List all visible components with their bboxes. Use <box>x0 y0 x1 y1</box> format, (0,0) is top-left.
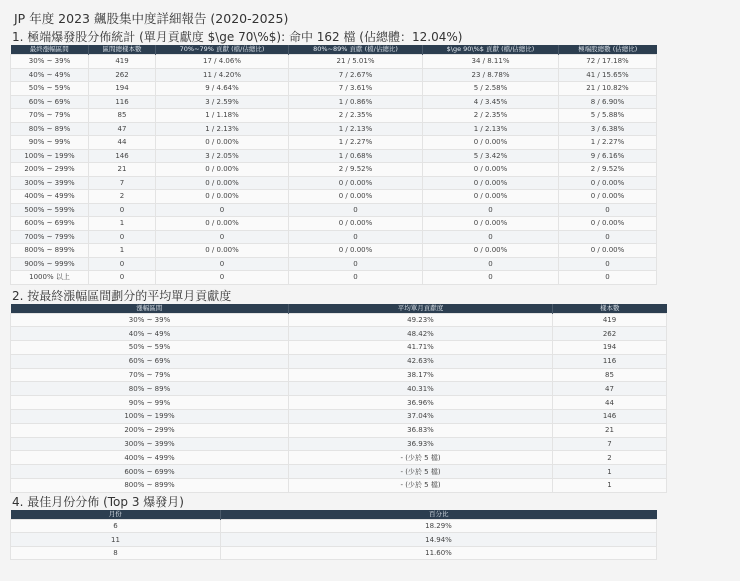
table-cell: 1 / 2.13% <box>156 122 289 136</box>
table-cell: 70% ~ 79% <box>11 368 289 382</box>
table-row <box>11 368 667 382</box>
table-cell: 40% ~ 49% <box>11 68 89 82</box>
table-cell: 5 / 2.58% <box>423 82 559 96</box>
table-cell: 200% ~ 299% <box>11 423 289 437</box>
table-cell: 21 / 5.01% <box>289 55 423 69</box>
table-cell: 21 <box>553 423 667 437</box>
table-cell: 1 / 2.27% <box>559 136 657 150</box>
table-cell: 300% ~ 399% <box>11 437 289 451</box>
table-cell: 116 <box>553 354 667 368</box>
table-row <box>11 109 657 123</box>
column-header: 70%~79% 貢獻 (檔/佔總比) <box>156 45 289 55</box>
table-row <box>11 55 657 69</box>
table-cell: 800% ~ 899% <box>11 244 89 258</box>
table-row <box>11 479 667 493</box>
table-header-row <box>11 45 657 55</box>
table-row <box>11 313 667 327</box>
table-cell: 1 / 2.13% <box>289 122 423 136</box>
table-cell: 85 <box>553 368 667 382</box>
table-header-row <box>11 304 667 314</box>
table-cell: 0 / 0.00% <box>559 190 657 204</box>
table-cell: 1 / 0.68% <box>289 149 423 163</box>
table-cell: 0 / 0.00% <box>423 190 559 204</box>
table-cell: 0 / 0.00% <box>289 244 423 258</box>
table-cell: 0 / 0.00% <box>156 190 289 204</box>
table-row <box>11 217 657 231</box>
table-cell: 600% ~ 699% <box>11 217 89 231</box>
section1-title: 1. 極端爆發股分佈統計 (單月貢獻度 $\ge 70\%$): 命中 162 檔 (佔總體：12.04%) <box>12 30 463 44</box>
table-cell: 200% ~ 299% <box>11 163 89 177</box>
table-cell: 146 <box>89 149 156 163</box>
table-cell: 0 / 0.00% <box>289 217 423 231</box>
table-cell: 37.04% <box>289 410 553 424</box>
table-cell: 23 / 8.78% <box>423 68 559 82</box>
table-cell: 1 <box>553 465 667 479</box>
table-row <box>11 203 657 217</box>
table-row <box>11 244 657 258</box>
table-cell: 0 / 0.00% <box>423 217 559 231</box>
table-row <box>11 341 667 355</box>
table-cell: 40.31% <box>289 382 553 396</box>
table-cell: 50% ~ 59% <box>11 341 289 355</box>
table-row <box>11 257 657 271</box>
table-cell: 30% ~ 39% <box>11 313 289 327</box>
table-cell: 70% ~ 79% <box>11 109 89 123</box>
table-cell: 90% ~ 99% <box>11 136 89 150</box>
table-cell: 11 <box>11 533 221 547</box>
table-cell: 0 <box>423 257 559 271</box>
table-cell: 5 / 3.42% <box>423 149 559 163</box>
table-cell: 49.23% <box>289 313 553 327</box>
column-header: 漲幅區間 <box>11 304 289 314</box>
table-cell: 300% ~ 399% <box>11 176 89 190</box>
table-cell: 1 / 2.13% <box>423 122 559 136</box>
table-cell: 2 / 2.35% <box>289 109 423 123</box>
table-cell: 0 <box>89 257 156 271</box>
table-cell: 50% ~ 59% <box>11 82 89 96</box>
column-header: 百分比 <box>221 510 657 520</box>
table-cell: 900% ~ 999% <box>11 257 89 271</box>
extreme-distribution-table <box>10 45 657 285</box>
table-cell: 0 / 0.00% <box>156 176 289 190</box>
table-cell: 90% ~ 99% <box>11 396 289 410</box>
table-cell: 48.42% <box>289 327 553 341</box>
table-row <box>11 451 667 465</box>
table-cell: 2 <box>89 190 156 204</box>
table-row <box>11 465 667 479</box>
column-header: 月份 <box>11 510 221 520</box>
table-cell: 7 / 3.61% <box>289 82 423 96</box>
table-cell: 116 <box>89 95 156 109</box>
table-cell: - (少於 5 檔) <box>289 479 553 493</box>
table-cell: 262 <box>89 68 156 82</box>
table-cell: 9 / 6.16% <box>559 149 657 163</box>
table-row <box>11 176 657 190</box>
table-cell: 1 <box>553 479 667 493</box>
table-cell: 194 <box>89 82 156 96</box>
table-cell: 3 / 2.59% <box>156 95 289 109</box>
table-row <box>11 382 667 396</box>
table-cell: 600% ~ 699% <box>11 465 289 479</box>
table-row <box>11 190 657 204</box>
table-cell: 262 <box>553 327 667 341</box>
table-row <box>11 122 657 136</box>
section2-title: 2. 按最終漲幅區間劃分的平均單月貢獻度 <box>12 288 232 303</box>
table-cell: 42.63% <box>289 354 553 368</box>
table-cell: 1 / 0.86% <box>289 95 423 109</box>
table-cell: 60% ~ 69% <box>11 95 89 109</box>
table-cell: 36.96% <box>289 396 553 410</box>
table-row <box>11 95 657 109</box>
table-cell: 0 <box>156 230 289 244</box>
table-cell: 0 <box>289 230 423 244</box>
table-cell: 0 <box>559 271 657 285</box>
table-cell: 1 / 1.18% <box>156 109 289 123</box>
table-cell: 0 <box>559 203 657 217</box>
table-row <box>11 396 667 410</box>
table-cell: 0 <box>156 257 289 271</box>
table-cell: 47 <box>89 122 156 136</box>
table-cell: 100% ~ 199% <box>11 149 89 163</box>
column-header: 極端股總數 (佔總比) <box>559 45 657 55</box>
table-cell: 700% ~ 799% <box>11 230 89 244</box>
table-cell: 9 / 4.64% <box>156 82 289 96</box>
table-cell: 0 <box>423 271 559 285</box>
table-cell: 0 / 0.00% <box>559 244 657 258</box>
table-row <box>11 546 657 560</box>
table-cell: 2 / 9.52% <box>289 163 423 177</box>
column-header: 樣本數 <box>553 304 667 314</box>
table-cell: 0 / 0.00% <box>289 176 423 190</box>
table-cell: 11 / 4.20% <box>156 68 289 82</box>
table-cell: 0 <box>423 230 559 244</box>
avg-contribution-table <box>10 304 667 493</box>
table-cell: 400% ~ 499% <box>11 451 289 465</box>
table-cell: 1 / 2.27% <box>289 136 423 150</box>
best-month-table <box>10 510 657 561</box>
table-cell: 0 <box>423 203 559 217</box>
table-cell: 85 <box>89 109 156 123</box>
table-row <box>11 533 657 547</box>
table-cell: 18.29% <box>221 519 657 533</box>
table-cell: 0 / 0.00% <box>156 136 289 150</box>
table-cell: 14.94% <box>221 533 657 547</box>
table-cell: 800% ~ 899% <box>11 479 289 493</box>
table-cell: 44 <box>553 396 667 410</box>
table-cell: 11.60% <box>221 546 657 560</box>
table-cell: 80% ~ 89% <box>11 382 289 396</box>
table-cell: 0 <box>156 271 289 285</box>
table-cell: 0 / 0.00% <box>289 190 423 204</box>
table-cell: 0 / 0.00% <box>559 176 657 190</box>
table-cell: 1 <box>89 217 156 231</box>
column-header: 平均單月貢獻度 <box>289 304 553 314</box>
table-cell: 400% ~ 499% <box>11 190 89 204</box>
table-cell: 6 <box>11 519 221 533</box>
table-header-row <box>11 510 657 520</box>
table-cell: 419 <box>89 55 156 69</box>
table-cell: 80% ~ 89% <box>11 122 89 136</box>
column-header: 80%~89% 貢獻 (檔/佔總比) <box>289 45 423 55</box>
table-cell: 2 <box>553 451 667 465</box>
table-row <box>11 354 667 368</box>
table-cell: 60% ~ 69% <box>11 354 289 368</box>
table-row <box>11 519 657 533</box>
column-header: 最終漲幅區間 <box>11 45 89 55</box>
table-cell: 0 / 0.00% <box>423 163 559 177</box>
table-cell: 0 / 0.00% <box>559 217 657 231</box>
table-cell: 0 <box>289 203 423 217</box>
table-cell: 72 / 17.18% <box>559 55 657 69</box>
table-cell: 1000% 以上 <box>11 271 89 285</box>
table-cell: 38.17% <box>289 368 553 382</box>
table-cell: 0 / 0.00% <box>156 217 289 231</box>
table-cell: 0 <box>156 203 289 217</box>
table-row <box>11 410 667 424</box>
table-cell: 0 <box>559 230 657 244</box>
table-cell: 0 <box>289 271 423 285</box>
table-cell: 36.93% <box>289 437 553 451</box>
table-cell: 0 / 0.00% <box>156 244 289 258</box>
table-cell: 419 <box>553 313 667 327</box>
column-header: $\ge 90\%$ 貢獻 (檔/佔總比) <box>423 45 559 55</box>
table-row <box>11 68 657 82</box>
table-row <box>11 163 657 177</box>
table-cell: 40% ~ 49% <box>11 327 289 341</box>
table-cell: 8 / 6.90% <box>559 95 657 109</box>
table-cell: 500% ~ 599% <box>11 203 89 217</box>
table-cell: 3 / 2.05% <box>156 149 289 163</box>
table-cell: 0 / 0.00% <box>423 176 559 190</box>
table-cell: 0 <box>559 257 657 271</box>
table-cell: 0 / 0.00% <box>156 163 289 177</box>
section4-title: 4. 最佳月份分佈 (Top 3 爆發月) <box>12 494 184 509</box>
table-cell: 0 <box>89 271 156 285</box>
table-row <box>11 437 667 451</box>
table-cell: 41 / 15.65% <box>559 68 657 82</box>
table-row <box>11 271 657 285</box>
table-cell: 0 / 0.00% <box>423 136 559 150</box>
table-cell: 17 / 4.06% <box>156 55 289 69</box>
table-row <box>11 230 657 244</box>
table-row <box>11 82 657 96</box>
table-cell: 100% ~ 199% <box>11 410 289 424</box>
table-cell: 7 <box>553 437 667 451</box>
table-row <box>11 423 667 437</box>
table-cell: 4 / 3.45% <box>423 95 559 109</box>
table-cell: 30% ~ 39% <box>11 55 89 69</box>
table-cell: 0 / 0.00% <box>423 244 559 258</box>
table-cell: 36.83% <box>289 423 553 437</box>
column-header: 區間總樣本數 <box>89 45 156 55</box>
table-cell: 194 <box>553 341 667 355</box>
table-cell: 21 <box>89 163 156 177</box>
table-cell: - (少於 5 檔) <box>289 465 553 479</box>
table-cell: 5 / 5.88% <box>559 109 657 123</box>
table-cell: 0 <box>89 203 156 217</box>
table-cell: 44 <box>89 136 156 150</box>
table-cell: 1 <box>89 244 156 258</box>
table-cell: 41.71% <box>289 341 553 355</box>
table-row <box>11 149 657 163</box>
report-title: JP 年度 2023 飆股集中度詳細報告 (2020-2025) <box>14 11 289 26</box>
table-cell: 47 <box>553 382 667 396</box>
table-row <box>11 136 657 150</box>
table-cell: 2 / 9.52% <box>559 163 657 177</box>
table-cell: 8 <box>11 546 221 560</box>
table-cell: 0 <box>289 257 423 271</box>
table-cell: 7 / 2.67% <box>289 68 423 82</box>
table-row <box>11 327 667 341</box>
table-cell: 3 / 6.38% <box>559 122 657 136</box>
table-cell: 2 / 2.35% <box>423 109 559 123</box>
table-cell: 146 <box>553 410 667 424</box>
table-cell: 21 / 10.82% <box>559 82 657 96</box>
table-cell: - (少於 5 檔) <box>289 451 553 465</box>
table-cell: 7 <box>89 176 156 190</box>
table-cell: 0 <box>89 230 156 244</box>
table-cell: 34 / 8.11% <box>423 55 559 69</box>
